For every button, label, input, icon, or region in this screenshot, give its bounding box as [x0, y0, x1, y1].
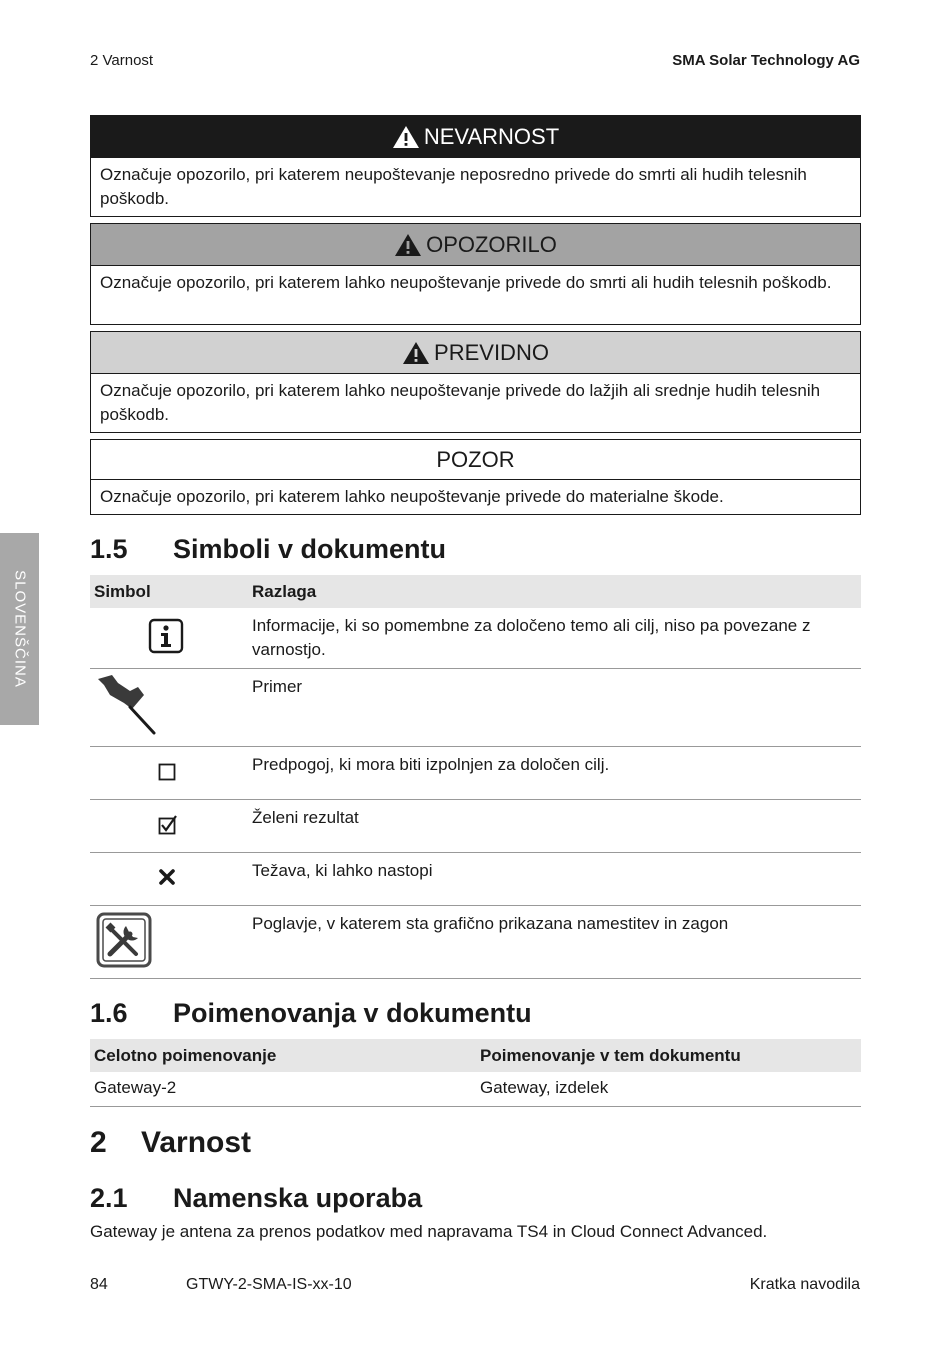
description-cell: Predpogoj, ki mora biti izpolnjen za določen cilj. [248, 747, 861, 800]
caution-notice-title: PREVIDNO [434, 339, 549, 365]
footer-document-type: Kratka navodila [749, 1276, 860, 1293]
table-header-row [90, 575, 861, 608]
table-row [90, 669, 861, 747]
description-cell: Želeni rezultat [248, 800, 861, 853]
checked-box-icon [158, 815, 178, 835]
section-title: Simboli v dokumentu [173, 534, 447, 564]
notice-notice-text: Označuje opozorilo, pri katerem lahko neupoštevanje privede do materialne škode. [100, 487, 724, 506]
warning-notice-text: Označuje opozorilo, pri katerem lahko neupoštevanje privede do smrti ali hudih telesnih poškodb. [100, 273, 832, 292]
symbol-cell [90, 800, 248, 853]
pushpin-icon [94, 673, 158, 737]
notice-notice-header [91, 440, 860, 480]
danger-notice [90, 115, 861, 217]
language-tab [0, 533, 39, 725]
section-heading-2-1 [90, 1183, 422, 1214]
symbol-cell [90, 906, 248, 979]
symbols-table [90, 575, 861, 979]
empty-checkbox-icon [158, 763, 176, 781]
section-title: Namenska uporaba [173, 1183, 423, 1213]
footer-document-code: GTWY-2-SMA-IS-xx-10 [186, 1276, 352, 1293]
section-number: 1.5 [90, 534, 128, 564]
footer-page-number: 84 [90, 1276, 108, 1293]
section-number: 1.6 [90, 998, 128, 1028]
description-cell: Poglavje, v katerem sta grafično prikazana namestitev in zagon [248, 906, 861, 979]
chapter-heading-2 [90, 1126, 251, 1160]
table-row [90, 906, 861, 979]
tools-icon [96, 912, 152, 968]
section-title: Poimenovanja v dokumentu [173, 998, 532, 1028]
symbol-cell [90, 669, 248, 747]
danger-notice-header [91, 116, 860, 158]
column-header: Simbol [90, 575, 248, 608]
description-cell: Primer [248, 669, 861, 747]
table-row [90, 800, 861, 853]
section-heading-1-5 [90, 534, 446, 565]
danger-notice-title: NEVARNOST [423, 123, 560, 149]
table-row [90, 1072, 861, 1107]
cross-icon [158, 868, 176, 886]
table-row [90, 608, 861, 669]
notice-notice [90, 439, 861, 515]
symbol-cell [90, 747, 248, 800]
symbol-cell [90, 853, 248, 906]
caution-notice-text: Označuje opozorilo, pri katerem lahko neupoštevanje privede do lažjih ali srednje hudih telesnih poškodb. [100, 381, 821, 424]
language-tab-label: SLOVENŠČINA [11, 570, 28, 688]
danger-notice-text: Označuje opozorilo, pri katerem neupoštevanje neposredno privede do smrti ali hudih telesnih poškodb. [100, 165, 807, 208]
info-icon [148, 618, 184, 654]
section-heading-1-6 [90, 998, 532, 1029]
table-header-row [90, 1039, 861, 1072]
chapter-number: 2 [90, 1126, 107, 1159]
caution-notice [90, 331, 861, 433]
column-header: Razlaga [248, 575, 861, 608]
header-section: 2 Varnost [90, 52, 154, 69]
table-row [90, 853, 861, 906]
table-cell: Gateway, izdelek [476, 1072, 861, 1107]
warning-notice [90, 223, 861, 325]
warning-notice-title: OPOZORILO [426, 231, 557, 257]
warning-notice-header [91, 224, 860, 266]
warning-triangle-icon [392, 125, 420, 149]
warning-triangle-icon [394, 233, 422, 257]
designations-table [90, 1039, 861, 1107]
column-header: Celotno poimenovanje [90, 1039, 476, 1072]
description-cell: Težava, ki lahko nastopi [248, 853, 861, 906]
notice-notice-title: POZOR [436, 446, 515, 472]
description-cell: Informacije, ki so pomembne za določeno temo ali cilj, niso pa povezane z varnostjo. [248, 608, 861, 669]
table-row [90, 747, 861, 800]
warning-triangle-icon [402, 341, 430, 365]
section-body-text: Gateway je antena za prenos podatkov med napravama TS4 in Cloud Connect Advanced. [90, 1222, 768, 1241]
section-number: 2.1 [90, 1183, 128, 1213]
column-header: Poimenovanje v tem dokumentu [476, 1039, 861, 1072]
symbol-cell [90, 608, 248, 669]
chapter-title: Varnost [141, 1126, 252, 1159]
caution-notice-header [91, 332, 860, 374]
header-company: SMA Solar Technology AG [672, 52, 860, 69]
table-cell: Gateway-2 [90, 1072, 476, 1107]
